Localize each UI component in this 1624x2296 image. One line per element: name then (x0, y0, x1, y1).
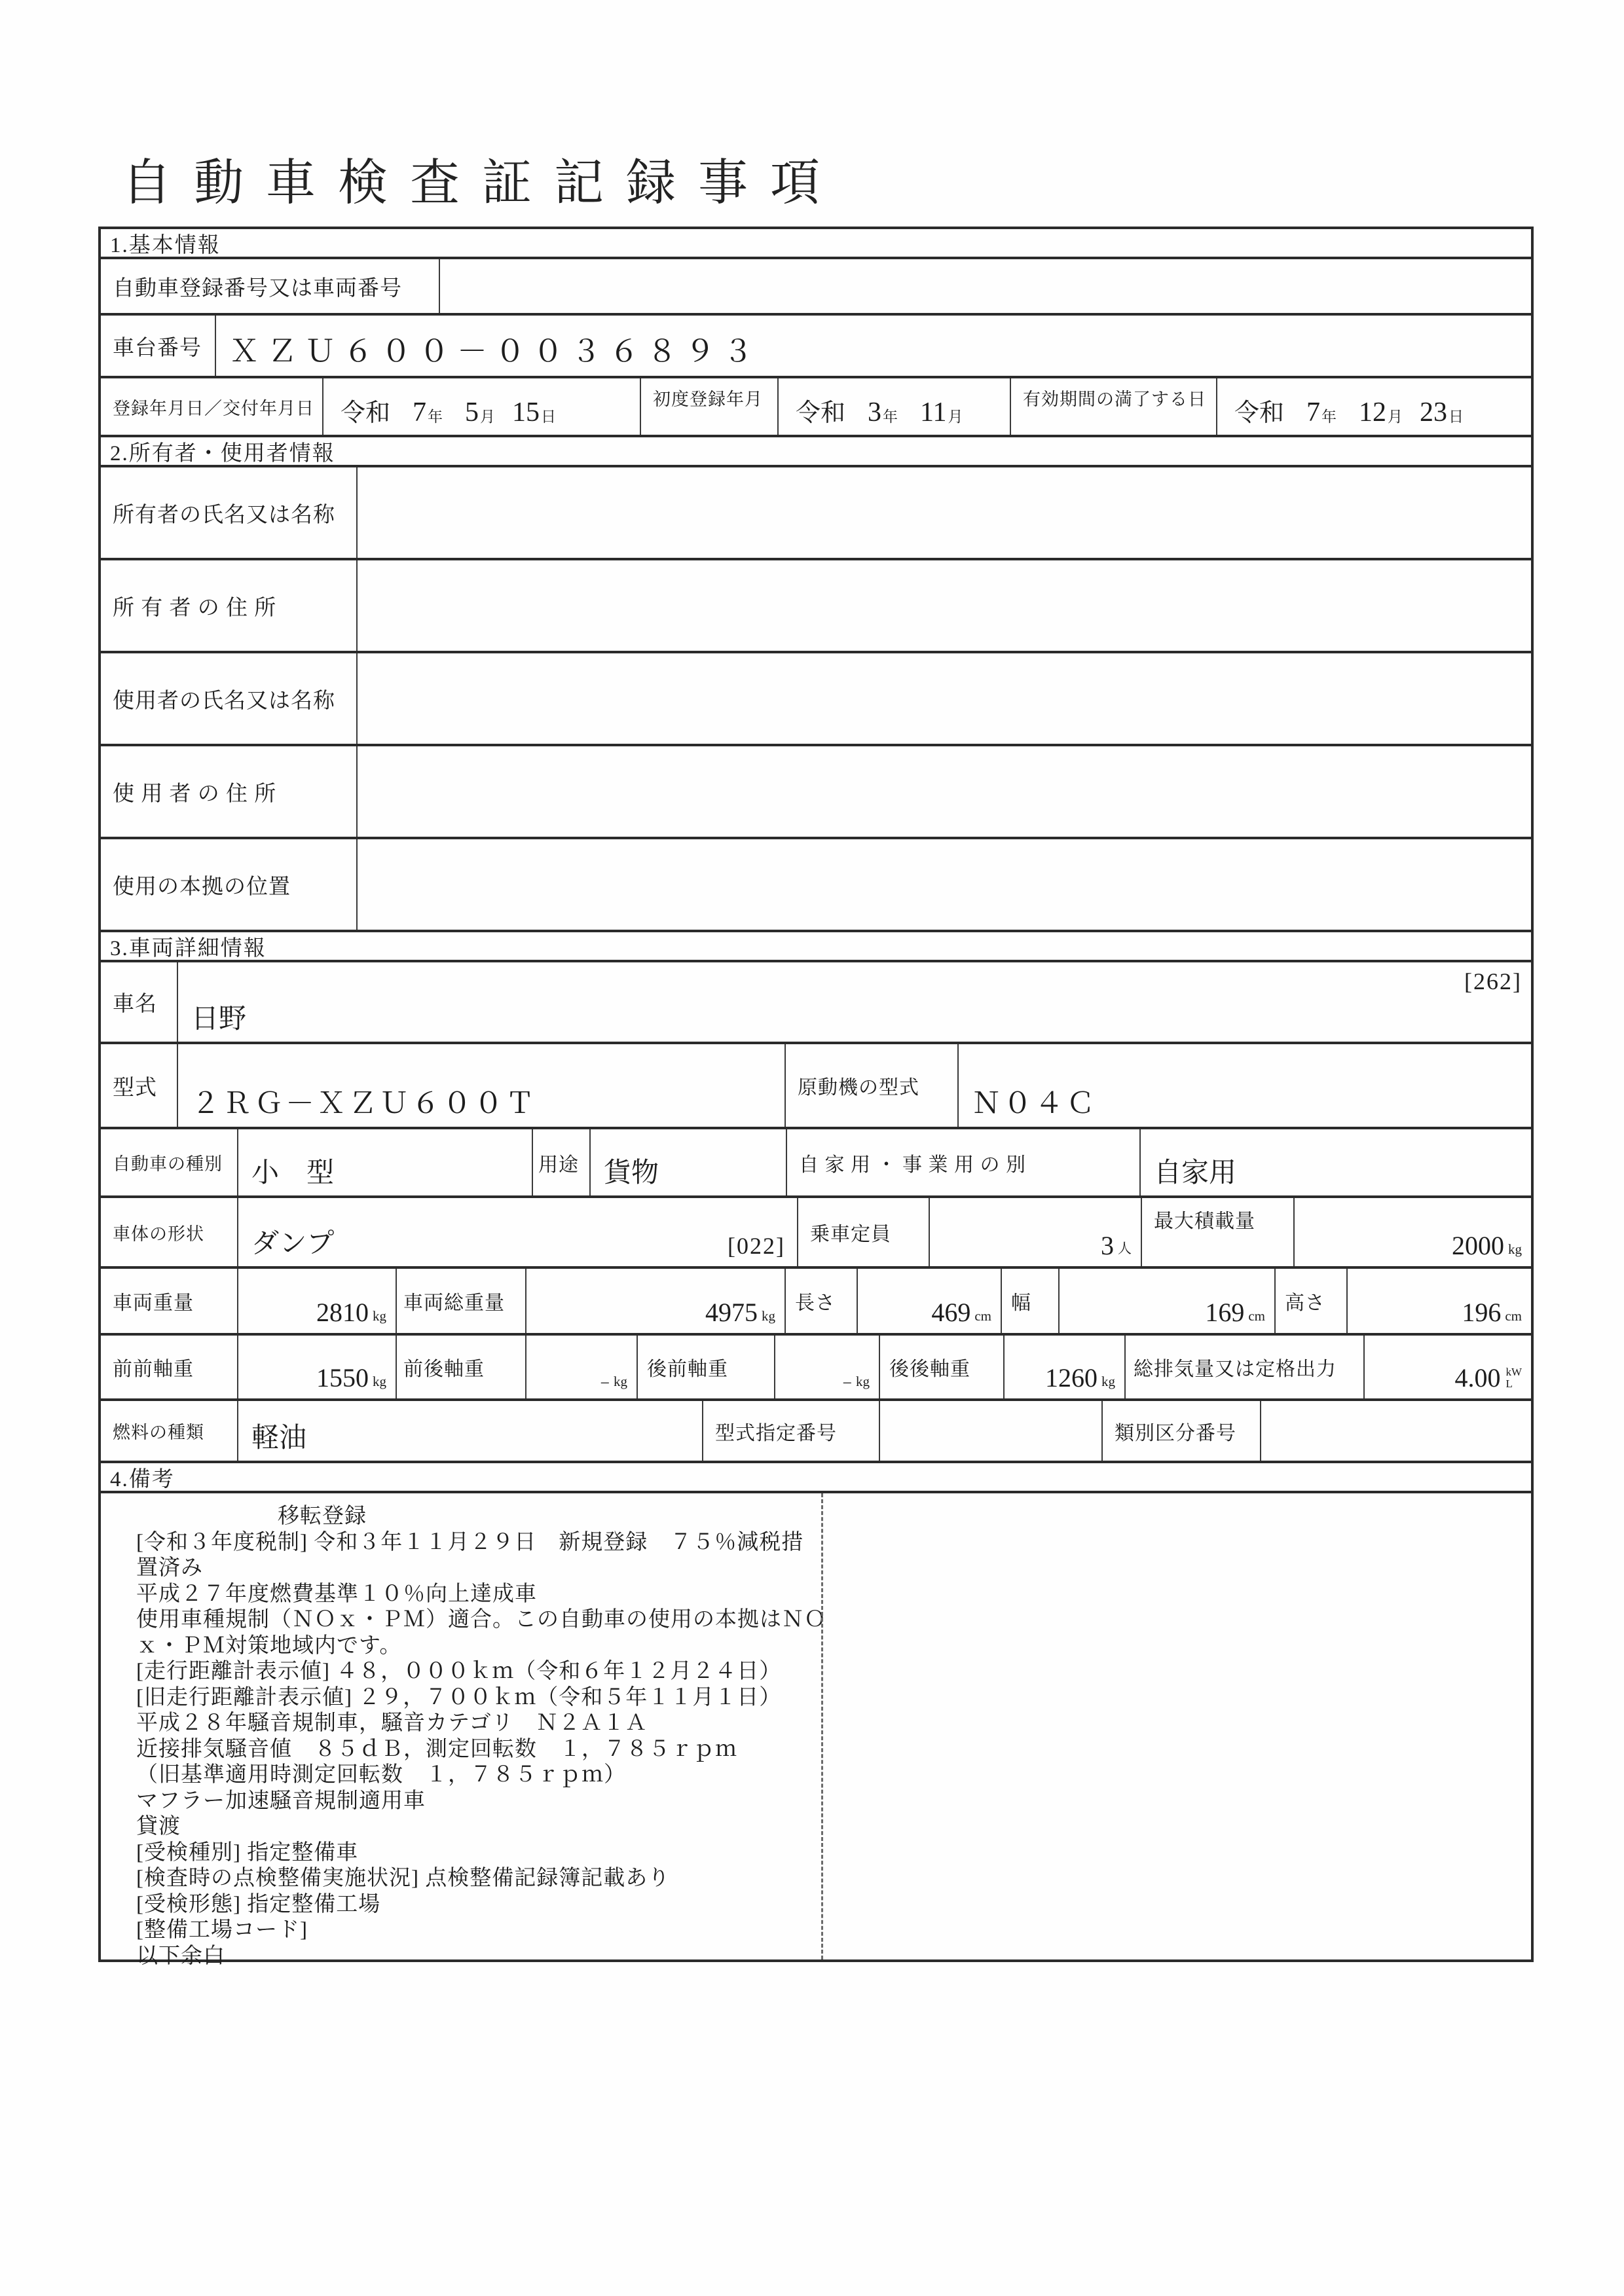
axle-front-rear-value: − (600, 1374, 610, 1393)
page-title: 自動車検査証記録事項 (122, 156, 842, 211)
body-shape-label: 車体の形状 (101, 1198, 238, 1266)
row-base-location (101, 839, 1531, 932)
remarks-line: [受検形態] 指定整備工場 (136, 1892, 381, 1916)
vehicle-kind-label: 自動車の種別 (101, 1129, 238, 1195)
length-value-cell (858, 1269, 1002, 1333)
displacement-unit-bottom: L (1505, 1377, 1513, 1391)
weight-value-cell (238, 1269, 397, 1333)
type-cert-no-value (880, 1401, 1103, 1461)
fuel-value: 軽油 (238, 1401, 703, 1461)
displacement-label: 総排気量又は定格出力 (1126, 1336, 1365, 1398)
remarks-line: 移転登録 (278, 1504, 367, 1528)
max-load-value: 2000 (1452, 1231, 1504, 1260)
owner-address-label: 所 有 者 の 住 所 (101, 560, 358, 651)
day: 15 (512, 397, 540, 428)
row-axle-weights (101, 1336, 1531, 1401)
section-remarks-heading: 4.備考 (101, 1463, 1531, 1493)
axle-front-front-unit: kg (373, 1374, 386, 1389)
length-value: 469 (931, 1298, 971, 1327)
remarks-line: [検査時の点検整備実施状況] 点検整備記録簿記載あり (136, 1867, 671, 1890)
remarks-line: 使用車種規制（ＮＯｘ・ＰＭ）適合。この自動車の使用の本拠はＮＯ (136, 1608, 826, 1631)
section-vehicle-heading: 3.車両詳細情報 (101, 932, 1531, 962)
row-body-shape (101, 1198, 1531, 1269)
capacity-unit: 人 (1118, 1241, 1132, 1256)
axle-front-front-label: 前前軸重 (101, 1336, 238, 1398)
max-load-unit: kg (1508, 1241, 1522, 1257)
month: 11 (920, 397, 947, 428)
remarks-line: [旧走行距離計表示値] ２９，７００ｋｍ（令和５年１１月１日） (136, 1685, 782, 1709)
displacement-value-cell (1365, 1336, 1531, 1398)
axle-rear-rear-label: 後後軸重 (880, 1336, 1005, 1398)
remarks-line: 平成２８年騒音規制車，騒音カテゴリ Ｎ２Ａ１Ａ (136, 1711, 648, 1735)
era: 令和 (796, 399, 846, 427)
expiry-date-label: 有効期間の満了する日 (1011, 378, 1217, 435)
row-car-name (101, 962, 1531, 1044)
day: 23 (1420, 397, 1448, 428)
user-name-value (358, 653, 1531, 744)
private-business-value: 自家用 (1154, 1158, 1237, 1188)
model-label: 型式 (101, 1044, 178, 1127)
certificate-table (98, 227, 1534, 1968)
remarks-line: 近接排気騒音値 ８５ｄＢ，測定回転数 １，７８５ｒｐｍ (136, 1737, 737, 1761)
axle-front-rear-label: 前後軸重 (397, 1336, 526, 1398)
year-unit: 年 (1321, 409, 1337, 425)
user-address-value (358, 746, 1531, 837)
registration-number-value (440, 259, 1531, 313)
private-business-label: 自 家 用 ・ 事 業 用 の 別 (787, 1129, 1141, 1195)
section-basic-heading: 1.基本情報 (101, 229, 1531, 259)
axle-rear-front-unit: kg (856, 1374, 870, 1389)
remarks-line: マフラー加速騒音規制適用車 (136, 1789, 426, 1813)
use-label: 用途 (533, 1129, 591, 1195)
remarks-line: [走行距離計表示値] ４８，０００ｋｍ（令和６年１２月２４日） (136, 1660, 782, 1683)
use-value: 貨物 (591, 1129, 787, 1195)
axle-rear-rear-unit: kg (1101, 1374, 1115, 1389)
first-registration-value (779, 378, 1011, 435)
owner-address-value (358, 560, 1531, 651)
displacement-value: 4.00 (1454, 1363, 1501, 1393)
length-label: 長さ (786, 1269, 858, 1333)
width-unit: cm (1248, 1308, 1265, 1324)
gross-weight-unit: kg (762, 1308, 775, 1324)
remarks-line: [令和３年度税制] 令和３年１１月２９日 新規登録 ７５％減税措 (136, 1530, 804, 1554)
capacity-value: 3 (1101, 1231, 1114, 1260)
length-unit: cm (974, 1308, 991, 1324)
month-unit: 月 (480, 409, 496, 425)
day-unit: 日 (1449, 409, 1464, 425)
axle-rear-rear-value-cell (1005, 1336, 1126, 1398)
remarks-line: [整備工場コード] (136, 1918, 308, 1942)
remarks-line: 置済み (136, 1556, 203, 1580)
owner-name-label: 所有者の氏名又は名称 (101, 467, 358, 558)
owner-name-value (358, 467, 1531, 558)
month-unit: 月 (1388, 409, 1403, 425)
gross-weight-value-cell (526, 1269, 786, 1333)
height-value: 196 (1462, 1298, 1502, 1327)
weight-unit: kg (373, 1308, 386, 1324)
row-owner-name (101, 467, 1531, 560)
weight-label: 車両重量 (101, 1269, 238, 1333)
row-chassis-number (101, 316, 1531, 378)
remarks-box (101, 1493, 1531, 1968)
remarks-line: （旧基準適用時測定回転数 １，７８５ｒｐｍ） (136, 1763, 626, 1787)
first-registration-label: 初度登録年月 (641, 378, 779, 435)
class-no-value (1261, 1401, 1531, 1461)
year: 3 (868, 397, 882, 428)
car-name-code: [262] (1464, 968, 1522, 994)
model-value: ２ＲＧ－ＸＺＵ６００Ｔ (178, 1044, 786, 1127)
month: 5 (465, 397, 479, 428)
body-shape-code: [022] (728, 1233, 785, 1259)
height-label: 高さ (1276, 1269, 1348, 1333)
axle-rear-front-value-cell (775, 1336, 880, 1398)
remarks-divider-dashed-line (821, 1493, 823, 1959)
row-user-name (101, 653, 1531, 746)
year-unit: 年 (883, 409, 898, 425)
registration-number-label: 自動車登録番号又は車両番号 (101, 259, 440, 313)
expiry-date-value (1217, 378, 1531, 435)
chassis-number-value: ＸＺＵ６００－００３６８９３ (229, 335, 761, 368)
width-label: 幅 (1002, 1269, 1060, 1333)
engine-model-label: 原動機の型式 (786, 1044, 959, 1127)
axle-rear-front-label: 後前軸重 (638, 1336, 775, 1398)
year-unit: 年 (428, 409, 443, 425)
fuel-label: 燃料の種類 (101, 1401, 238, 1461)
row-weights-dimensions (101, 1269, 1531, 1336)
car-name-value: 日野 (191, 1004, 247, 1034)
vehicle-kind-value: 小 型 (238, 1129, 533, 1195)
day-unit: 日 (541, 409, 557, 425)
width-value-cell (1060, 1269, 1276, 1333)
axle-front-rear-value-cell (526, 1336, 638, 1398)
user-name-label: 使用者の氏名又は名称 (101, 653, 358, 744)
displacement-unit-top: kW (1505, 1365, 1522, 1378)
engine-model-value: Ｎ０４Ｃ (972, 1087, 1098, 1120)
year: 7 (1306, 397, 1321, 428)
axle-front-rear-unit: kg (614, 1374, 627, 1389)
chassis-number-label: 車台番号 (101, 316, 216, 376)
axle-front-front-value-cell (238, 1336, 397, 1398)
height-unit: cm (1505, 1308, 1522, 1324)
max-load-label: 最大積載量 (1142, 1198, 1295, 1266)
row-dates (101, 378, 1531, 437)
month: 12 (1359, 397, 1387, 428)
width-value: 169 (1205, 1298, 1245, 1327)
year: 7 (413, 397, 427, 428)
row-model (101, 1044, 1531, 1129)
displacement-unit (1500, 1366, 1522, 1393)
capacity-value-cell (930, 1198, 1142, 1266)
row-user-address (101, 746, 1531, 839)
base-location-label: 使用の本拠の位置 (101, 839, 358, 930)
axle-rear-front-value: − (842, 1374, 852, 1393)
remarks-line: 平成２７年度燃費基準１０％向上達成車 (136, 1582, 537, 1606)
era: 令和 (1234, 399, 1285, 427)
car-name-label: 車名 (101, 962, 178, 1042)
row-fuel (101, 1401, 1531, 1463)
height-value-cell (1348, 1269, 1531, 1333)
remarks-line: 以下余白 (136, 1944, 225, 1968)
remarks-line: [受検種別] 指定整備車 (136, 1840, 359, 1865)
body-shape-value-cell (238, 1198, 798, 1266)
axle-front-front-value: 1550 (316, 1363, 369, 1393)
remarks-line: 貸渡 (136, 1815, 181, 1838)
month-unit: 月 (948, 409, 963, 425)
axle-rear-rear-value: 1260 (1045, 1363, 1098, 1393)
row-vehicle-kind (101, 1129, 1531, 1198)
class-no-label: 類別区分番号 (1103, 1401, 1261, 1461)
registration-date-label: 登録年月日／交付年月日 (101, 378, 323, 435)
user-address-label: 使 用 者 の 住 所 (101, 746, 358, 837)
remarks-line: ｘ・ＰＭ対策地域内です。 (136, 1633, 402, 1658)
body-shape-value: ダンプ (251, 1229, 335, 1259)
base-location-value (358, 839, 1531, 930)
section-owner-heading: 2.所有者・使用者情報 (101, 437, 1531, 467)
row-remarks (101, 1493, 1531, 1968)
capacity-label: 乗車定員 (798, 1198, 930, 1266)
registration-date-value (323, 378, 641, 435)
era: 令和 (341, 399, 391, 427)
row-registration-number (101, 259, 1531, 316)
gross-weight-value: 4975 (705, 1298, 758, 1327)
weight-value: 2810 (316, 1298, 369, 1327)
max-load-value-cell (1295, 1198, 1531, 1266)
type-cert-no-label: 型式指定番号 (703, 1401, 880, 1461)
row-owner-address (101, 560, 1531, 653)
gross-weight-label: 車両総重量 (397, 1269, 526, 1333)
car-name-value-cell (178, 962, 1531, 1042)
